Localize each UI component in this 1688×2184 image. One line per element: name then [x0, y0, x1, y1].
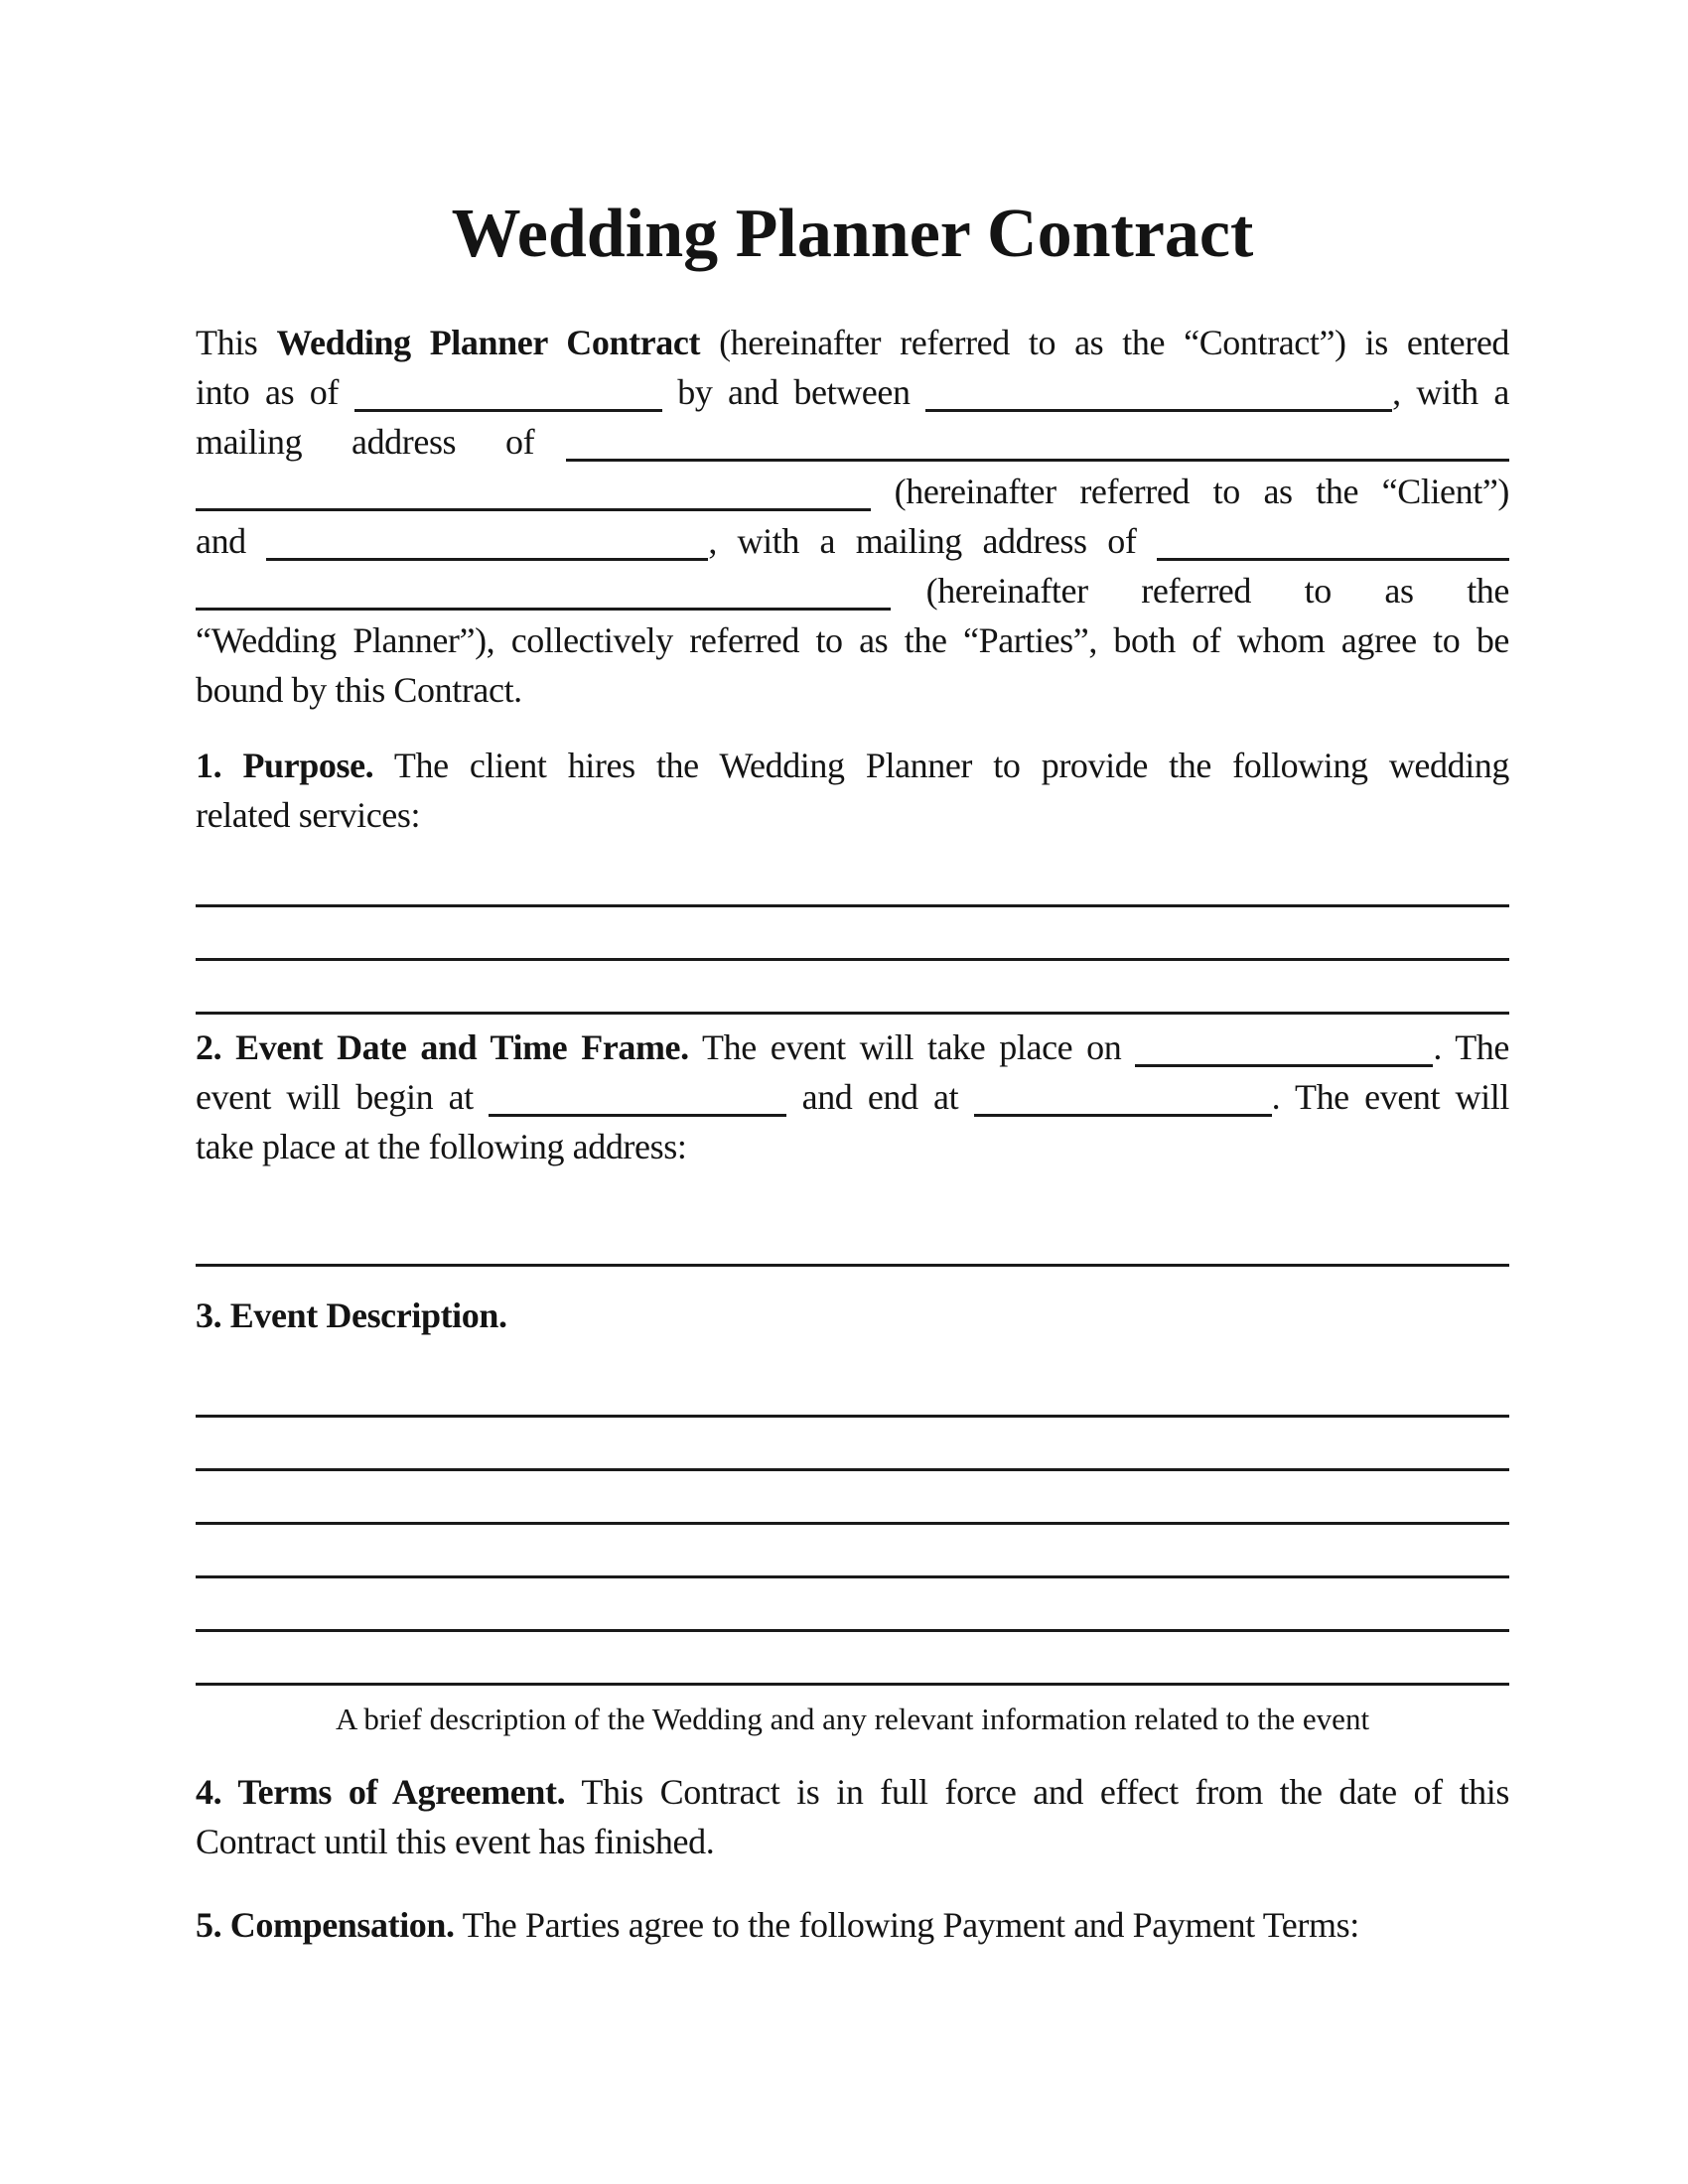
blank-planner-name-field	[266, 546, 708, 561]
intro-paragraph	[196, 318, 1509, 715]
section-event-date-time	[196, 1023, 1509, 1171]
event-date-line-3: take place at the following address:	[196, 1127, 687, 1166]
document-title: Wedding Planner Contract	[451, 196, 1254, 272]
terms-text: This Contract is in full force and effect from the date of this	[581, 1772, 1509, 1812]
contract-name-bold: Wedding Planner Contract	[276, 323, 701, 362]
blank-description-line-3	[196, 1471, 1509, 1525]
blank-services-line-2	[196, 907, 1509, 961]
blank-start-time-field	[489, 1102, 786, 1117]
intro-text: and	[196, 521, 246, 561]
blank-description-line-2	[196, 1418, 1509, 1471]
services-blank-lines	[196, 854, 1509, 1015]
compensation-label: 5. Compensation.	[196, 1905, 455, 1945]
intro-text: (hereinafter referred to as the “Client”)	[894, 472, 1509, 511]
purpose-text: The client hires the Wedding Planner to provide the following wedding	[393, 746, 1510, 785]
event-description-label: 3. Event Description.	[196, 1296, 507, 1335]
blank-description-line-6	[196, 1632, 1509, 1686]
blank-client-address-field-1	[566, 447, 1509, 462]
intro-line-3	[196, 417, 1509, 467]
intro-line-5	[196, 516, 1509, 566]
terms-label: 4. Terms of Agreement.	[196, 1772, 566, 1812]
terms-line-1	[196, 1767, 1509, 1817]
section-compensation	[196, 1900, 1509, 1950]
intro-text: This	[196, 323, 258, 362]
intro-text: , with a mailing address of	[708, 521, 1137, 561]
event-date-line-2	[196, 1072, 1509, 1122]
section-event-description-heading	[196, 1291, 1509, 1340]
intro-line-8: bound by this Contract.	[196, 670, 522, 710]
event-date-text: and end at	[801, 1077, 959, 1117]
intro-line-7: “Wedding Planner”), collectively referred to as the “Parties”, both of whom agree to be	[196, 620, 1509, 660]
event-date-text: . The event will	[1271, 1077, 1509, 1117]
compensation-text: The Parties agree to the following Payment and Payment Terms:	[462, 1905, 1359, 1945]
event-date-label: 2. Event Date and Time Frame.	[196, 1027, 689, 1067]
intro-line-4	[196, 467, 1509, 516]
intro-line-1	[196, 318, 1509, 367]
section-terms-of-agreement	[196, 1767, 1509, 1866]
blank-client-name-field	[925, 397, 1392, 412]
compensation-line	[196, 1900, 1509, 1950]
event-date-text: The event will take place on	[702, 1027, 1122, 1067]
terms-line-2: Contract until this event has finished.	[196, 1822, 715, 1861]
blank-planner-address-field-1	[1157, 546, 1509, 561]
intro-text: (hereinafter referred to as the “Contract”) is entered	[719, 323, 1509, 362]
purpose-line-2: related services:	[196, 795, 421, 835]
description-blank-lines	[196, 1364, 1509, 1686]
description-caption: A brief description of the Wedding and any relevant information related to the event	[335, 1702, 1370, 1736]
blank-description-line-5	[196, 1578, 1509, 1632]
blank-client-address-field-2	[196, 496, 871, 511]
section-purpose	[196, 741, 1509, 840]
blank-effective-date-field	[354, 397, 662, 412]
event-date-text: event will begin at	[196, 1077, 474, 1117]
intro-text: (hereinafter referred to as the	[925, 571, 1509, 611]
blank-description-line-1	[196, 1364, 1509, 1418]
event-date-text: . The	[1433, 1027, 1509, 1067]
intro-line-2	[196, 367, 1509, 417]
blank-services-line-1	[196, 854, 1509, 907]
event-date-line-1	[196, 1023, 1509, 1072]
blank-event-date-field	[1135, 1052, 1433, 1067]
intro-text: , with a	[1392, 372, 1509, 412]
purpose-line-1	[196, 741, 1509, 790]
purpose-label: 1. Purpose.	[196, 746, 374, 785]
intro-text: mailing address of	[196, 422, 535, 462]
blank-end-time-field	[974, 1102, 1272, 1117]
blank-planner-address-field-2	[196, 596, 891, 611]
intro-text: by and between	[677, 372, 911, 412]
blank-services-line-3	[196, 961, 1509, 1015]
contract-document	[196, 0, 1509, 1950]
intro-text: into as of	[196, 372, 339, 412]
blank-event-address-line	[196, 1213, 1509, 1267]
intro-line-6	[196, 566, 1509, 615]
blank-description-line-4	[196, 1525, 1509, 1578]
